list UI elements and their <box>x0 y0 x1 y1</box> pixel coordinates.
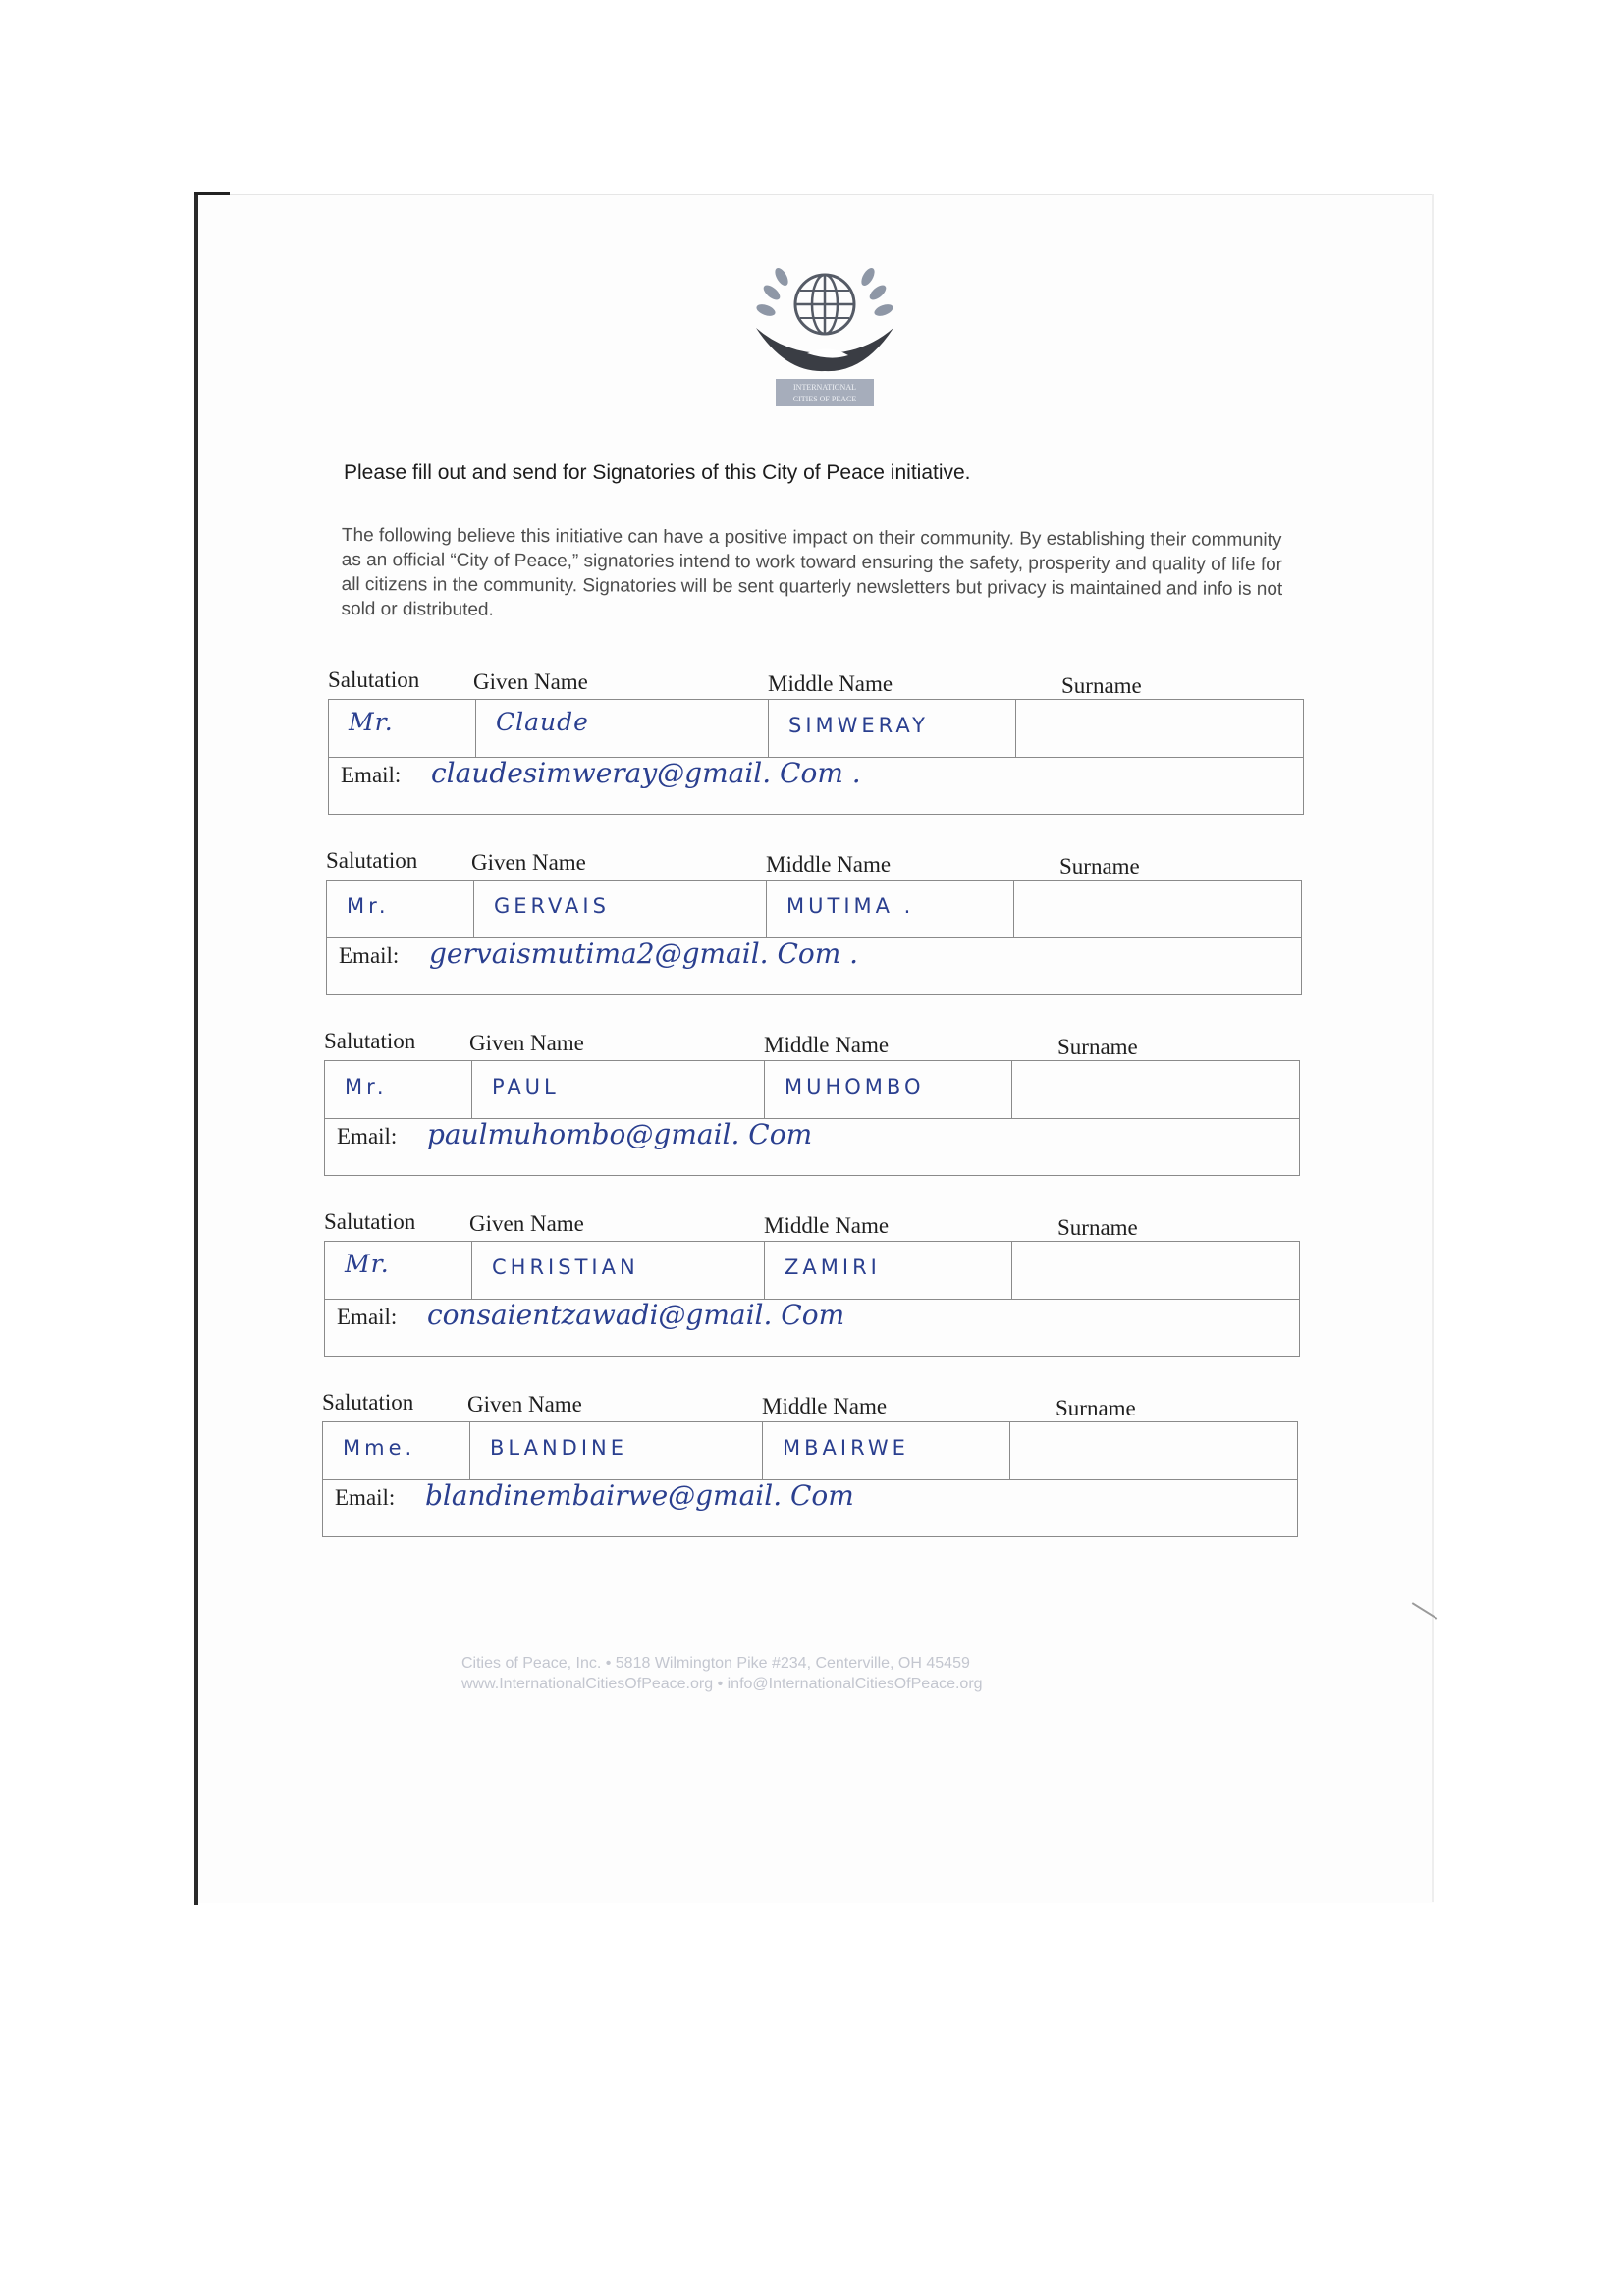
scan-edge-left <box>194 192 198 1905</box>
email-row[interactable] <box>327 937 1301 994</box>
given-name-field[interactable] <box>470 1422 763 1479</box>
record-box <box>322 1421 1298 1537</box>
email-value: blandinembairwe@gmail. Com <box>425 1479 854 1512</box>
salutation-value: Mr. <box>345 1075 388 1098</box>
names-row <box>329 700 1303 758</box>
record-header <box>324 1201 1300 1241</box>
names-row <box>325 1242 1299 1300</box>
given-name-label: Given Name <box>469 1211 584 1236</box>
middle-name-value: MBAIRWE <box>783 1436 909 1460</box>
given-name-field[interactable] <box>474 881 767 937</box>
salutation-field[interactable] <box>327 881 474 937</box>
names-row <box>325 1061 1299 1119</box>
record-header <box>328 660 1304 699</box>
signatory-record <box>328 660 1304 842</box>
email-label: Email: <box>335 1485 396 1510</box>
record-header <box>324 1021 1300 1060</box>
record-box <box>328 699 1304 815</box>
given-name-label: Given Name <box>469 1031 584 1055</box>
email-row[interactable] <box>323 1479 1297 1536</box>
salutation-field[interactable] <box>325 1061 472 1118</box>
salutation-label: Salutation <box>324 1209 416 1234</box>
signatory-record <box>322 1382 1298 1565</box>
middle-name-value: MUHOMBO <box>785 1075 925 1098</box>
signatory-record <box>324 1021 1300 1203</box>
given-name-value: CHRISTIAN <box>492 1255 639 1279</box>
salutation-value: Mme. <box>343 1436 416 1460</box>
scan-edge-tick <box>194 192 230 195</box>
middle-name-value: SIMWERAY <box>788 714 929 737</box>
record-header <box>326 840 1302 880</box>
given-name-value: PAUL <box>492 1075 560 1098</box>
email-row[interactable] <box>325 1118 1299 1175</box>
record-box <box>324 1060 1300 1176</box>
middle-name-value: MUTIMA . <box>786 894 915 918</box>
footer-address <box>461 1653 983 1694</box>
middle-name-label: Middle Name <box>768 671 893 696</box>
surname-field[interactable] <box>1016 700 1303 757</box>
salutation-field[interactable] <box>329 700 476 757</box>
signatory-record <box>324 1201 1300 1384</box>
salutation-label: Salutation <box>328 667 420 692</box>
email-value: consaientzawadi@gmail. Com <box>427 1299 845 1331</box>
footer-line-2: www.InternationalCitiesOfPeace.org • info@InternationalCitiesOfPeace.org <box>461 1676 983 1692</box>
salutation-value: Mr. <box>347 894 390 918</box>
email-row[interactable] <box>325 1299 1299 1356</box>
surname-label: Surname <box>1059 854 1140 879</box>
salutation-label: Salutation <box>324 1029 416 1053</box>
email-value: gervaismutima2@gmail. Com . <box>429 937 859 970</box>
form-heading: Please fill out and send for Signatories of this City of Peace initiative. <box>344 461 971 484</box>
email-label: Email: <box>337 1305 398 1329</box>
given-name-label: Given Name <box>471 850 586 875</box>
surname-label: Surname <box>1057 1215 1138 1240</box>
middle-name-label: Middle Name <box>764 1033 890 1057</box>
email-value: paulmuhombo@gmail. Com <box>427 1118 813 1150</box>
given-name-field[interactable] <box>476 700 769 757</box>
names-row <box>323 1422 1297 1480</box>
logo-text-line1: INTERNATIONAL <box>793 383 856 392</box>
salutation-label: Salutation <box>326 848 418 873</box>
given-name-label: Given Name <box>467 1392 582 1416</box>
given-name-value: GERVAIS <box>494 894 610 918</box>
surname-field[interactable] <box>1010 1422 1297 1479</box>
surname-field[interactable] <box>1012 1061 1299 1118</box>
cities-of-peace-logo <box>746 257 903 414</box>
salutation-value: Mr. <box>345 1250 390 1278</box>
surname-field[interactable] <box>1012 1242 1299 1299</box>
middle-name-field[interactable] <box>767 881 1014 937</box>
salutation-field[interactable] <box>325 1242 472 1299</box>
middle-name-field[interactable] <box>763 1422 1010 1479</box>
given-name-field[interactable] <box>472 1242 765 1299</box>
salutation-label: Salutation <box>322 1390 414 1415</box>
email-row[interactable] <box>329 757 1303 814</box>
surname-label: Surname <box>1057 1035 1138 1059</box>
record-box <box>326 880 1302 995</box>
surname-label: Surname <box>1061 673 1142 698</box>
middle-name-value: ZAMIRI <box>785 1255 881 1279</box>
middle-name-field[interactable] <box>765 1242 1012 1299</box>
middle-name-label: Middle Name <box>762 1394 888 1418</box>
record-box <box>324 1241 1300 1357</box>
intro-paragraph: The following believe this initiative can have a positive impact on their community. By establishing their community as an official “City of Peace,” signatories intend to work toward ensuring the safety, prosperity and quality of life for all citizens in the community. Signatories will be sent quarterly newsletters but privacy is maintained and info is not sold or distributed. <box>341 525 1283 620</box>
logo-text-line2: CITIES OF PEACE <box>792 395 857 403</box>
email-value: claudesimweray@gmail. Com . <box>431 757 861 789</box>
middle-name-field[interactable] <box>765 1061 1012 1118</box>
middle-name-label: Middle Name <box>766 852 892 877</box>
given-name-field[interactable] <box>472 1061 765 1118</box>
email-label: Email: <box>339 943 400 968</box>
scan-edge-right <box>1432 194 1434 1902</box>
email-label: Email: <box>337 1124 398 1148</box>
salutation-value: Mr. <box>349 708 394 736</box>
names-row <box>327 881 1301 938</box>
middle-name-label: Middle Name <box>764 1213 890 1238</box>
email-label: Email: <box>341 763 402 787</box>
signatory-record <box>326 840 1302 1023</box>
given-name-value: Claude <box>496 708 589 736</box>
salutation-field[interactable] <box>323 1422 470 1479</box>
footer-line-1: Cities of Peace, Inc. • 5818 Wilmington Pike #234, Centerville, OH 45459 <box>461 1655 970 1672</box>
surname-field[interactable] <box>1014 881 1301 937</box>
given-name-value: BLANDINE <box>490 1436 628 1460</box>
given-name-label: Given Name <box>473 669 588 694</box>
middle-name-field[interactable] <box>769 700 1016 757</box>
record-header <box>322 1382 1298 1421</box>
surname-label: Surname <box>1056 1396 1136 1420</box>
